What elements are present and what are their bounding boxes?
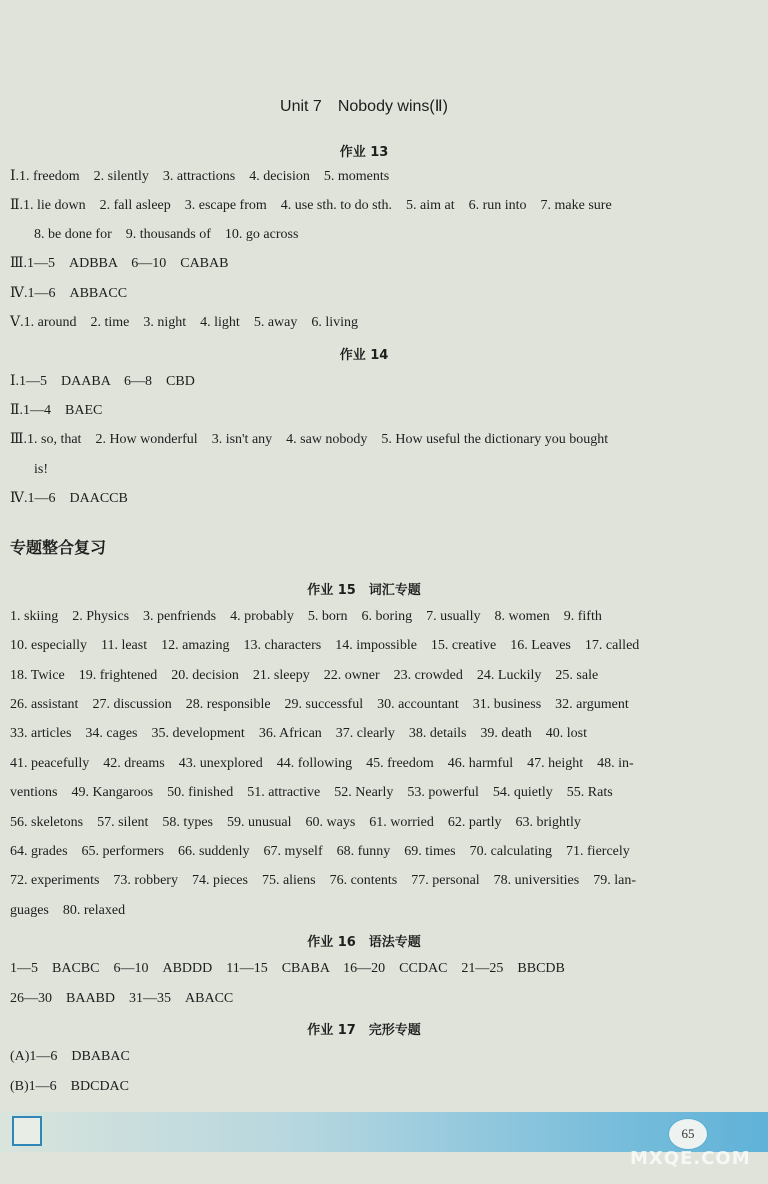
hw15-line-4: 26. assistant 27. discussion 28. responsible 29. successful 30. accountant 31. business 32. argument	[10, 697, 629, 712]
hw15-line-1: 1. skiing 2. Physics 3. penfriends 4. probably 5. born 6. boring 7. usually 8. women 9. fifth	[10, 609, 602, 624]
hw16-line-2: 26—30 BAABD 31—35 ABACC	[10, 991, 234, 1006]
hw14-line-5: Ⅳ.1—6 DAACCB	[10, 491, 128, 506]
hw15-line-9: 64. grades 65. performers 66. suddenly 67. myself 68. funny 69. times 70. calculating 71. fiercely	[10, 844, 630, 859]
hw15-line-8: 56. skeletons 57. silent 58. types 59. unusual 60. ways 61. worried 62. partly 63. brightly	[10, 815, 581, 830]
homework-17-title: 作业 17 完形专题	[307, 1023, 421, 1038]
homework-14-title: 作业 14	[339, 348, 389, 363]
hw14-line-2: Ⅱ.1—4 BAEC	[10, 403, 103, 418]
section-title: 专题整合复习	[10, 538, 107, 557]
hw15-line-11: guages 80. relaxed	[10, 903, 126, 918]
hw15-line-10: 72. experiments 73. robbery 74. pieces 75. aliens 76. contents 77. personal 78. universities 79. lan-	[10, 873, 636, 888]
homework-16-title: 作业 16 语法专题	[307, 935, 421, 950]
unit-title: Unit 7 Nobody wins(Ⅱ)	[280, 98, 448, 115]
hw14-line-1: Ⅰ.1—5 DAABA 6—8 CBD	[10, 374, 195, 389]
hw14-line-3: Ⅲ.1. so, that 2. How wonderful 3. isn't any 4. saw nobody 5. How useful the dictionary you bought	[10, 432, 609, 447]
hw15-line-2: 10. especially 11. least 12. amazing 13. characters 14. impossible 15. creative 16. Leaves 17. called	[10, 638, 640, 653]
hw14-line-4: is!	[34, 462, 48, 477]
hw17-line-2: (B)1—6 BDCDAC	[10, 1079, 130, 1094]
hw13-line-5: Ⅳ.1—6 ABBACC	[10, 286, 128, 301]
hw15-line-7: ventions 49. Kangaroos 50. finished 51. attractive 52. Nearly 53. powerful 54. quietly 55. Rats	[10, 785, 613, 800]
hw13-line-4: Ⅲ.1—5 ADBBA 6—10 CABAB	[10, 256, 229, 271]
hw15-line-5: 33. articles 34. cages 35. development 36. African 37. clearly 38. details 39. death 40. lost	[10, 726, 587, 741]
page-number: 65	[668, 1118, 708, 1150]
hw13-line-6: Ⅴ.1. around 2. time 3. night 4. light 5. away 6. living	[10, 315, 359, 330]
hw17-line-1: (A)1—6 DBABAC	[10, 1049, 130, 1064]
hw13-line-2: Ⅱ.1. lie down 2. fall asleep 3. escape from 4. use sth. to do sth. 5. aim at 6. run into 7. make sure	[10, 198, 612, 213]
homework-13-title: 作业 13	[339, 145, 389, 160]
hw13-line-3: 8. be done for 9. thousands of 10. go across	[34, 227, 299, 242]
homework-15-title: 作业 15 词汇专题	[307, 583, 421, 598]
hw13-line-1: Ⅰ.1. freedom 2. silently 3. attractions 4. decision 5. moments	[10, 169, 390, 184]
watermark: MXQE.COM	[630, 1148, 751, 1169]
hw16-line-1: 1—5 BACBC 6—10 ABDDD 11—15 CBABA 16—20 CCDAC 21—25 BBCDB	[10, 961, 565, 976]
hw15-line-3: 18. Twice 19. frightened 20. decision 21. sleepy 22. owner 23. crowded 24. Luckily 25. sale	[10, 668, 599, 683]
corner-box-decoration	[12, 1116, 42, 1146]
hw15-line-6: 41. peacefully 42. dreams 43. unexplored 44. following 45. freedom 46. harmful 47. height 48. in-	[10, 756, 634, 771]
footer-bar	[0, 1112, 768, 1152]
